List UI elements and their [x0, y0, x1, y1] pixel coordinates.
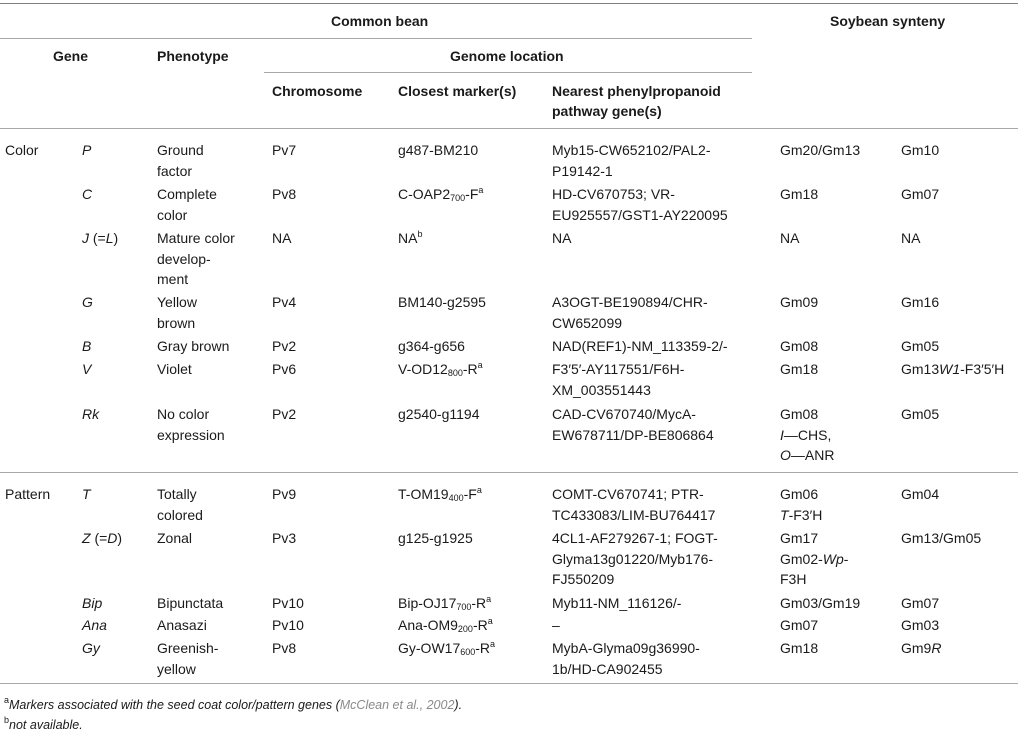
chromosome-cell: Pv7	[272, 142, 297, 158]
phenotype-cell: Mature color develop- ment	[157, 230, 235, 287]
soybean-cell-2: Gm9R	[901, 640, 942, 656]
top-rule	[0, 3, 1018, 4]
phenotype-cell: Greenish- yellow	[157, 640, 219, 677]
soybean-cell-1: Gm17 Gm02-Wp- F3H	[780, 530, 849, 587]
soybean-cell-2: NA	[901, 230, 921, 246]
soybean-cell-1: Gm18	[780, 640, 819, 656]
nearest-gene-cell: A3OGT-BE190894/CHR- CW652099	[552, 294, 708, 331]
nearest-gene-cell: Myb15-CW652102/PAL2- P19142-1	[552, 142, 711, 179]
gene-cell: C	[82, 186, 93, 202]
marker-cell: $V-OD12_{800}-R^a$	[398, 360, 483, 378]
soybean-cell-2: Gm07	[901, 595, 940, 611]
phenotype-cell: Totally colored	[157, 486, 203, 523]
chromosome-cell: Pv2	[272, 406, 297, 422]
soybean-cell-2: Gm10	[901, 142, 940, 158]
marker-cell: g487-BM210	[398, 142, 479, 158]
header-closest-markers: Closest marker(s)	[398, 83, 517, 99]
header-nearest-gene-line2: pathway gene(s)	[552, 103, 662, 119]
soybean-cell-1: Gm09	[780, 294, 819, 310]
soybean-cell-2: Gm04	[901, 486, 940, 502]
gene-cell: P	[82, 142, 92, 158]
gene-cell: Gy	[82, 640, 100, 656]
gene-cell: T	[82, 486, 91, 502]
chromosome-cell: Pv10	[272, 595, 304, 611]
chromosome-cell: Pv8	[272, 640, 297, 656]
header-common-bean: Common bean	[331, 13, 429, 29]
marker-cell: $C-OAP2_{700}-F^a$	[398, 185, 484, 203]
nearest-gene-cell: HD-CV670753; VR- EU925557/GST1-AY220095	[552, 186, 728, 223]
marker-cell: $NA^b$	[398, 229, 423, 246]
marker-cell: Bip-$OJ17_{700}-R^a$	[398, 594, 492, 612]
phenotype-cell: Zonal	[157, 530, 193, 546]
gene-cell: Rk	[82, 406, 100, 422]
gene-cell: B	[82, 338, 92, 354]
soybean-cell-1: Gm20/Gm13	[780, 142, 861, 158]
nearest-gene-cell: COMT-CV670741; PTR- TC433083/LIM-BU764417	[552, 486, 716, 523]
soybean-cell-1: Gm18	[780, 186, 819, 202]
group-label-pattern: Pattern	[5, 486, 51, 502]
header-bottom-rule	[0, 128, 1018, 129]
marker-cell: g364-g656	[398, 338, 465, 354]
soybean-cell-2: Gm05	[901, 338, 940, 354]
phenotype-cell: Gray brown	[157, 338, 230, 354]
table-bottom-rule	[0, 683, 1018, 684]
chromosome-cell: Pv4	[272, 294, 297, 310]
footnote-citation-link[interactable]: McClean et al., 2002	[339, 698, 455, 712]
chromosome-cell: NA	[272, 230, 292, 246]
chromosome-cell: Pv10	[272, 617, 304, 633]
gene-cell: Ana	[82, 617, 107, 633]
rule-under-genome-location	[264, 72, 752, 73]
chromosome-cell: Pv3	[272, 530, 297, 546]
nearest-gene-cell: CAD-CV670740/MycA- EW678711/DP-BE806864	[552, 406, 714, 443]
marker-cell: g2540-g1194	[398, 406, 480, 422]
soybean-cell-2: Gm07	[901, 186, 940, 202]
header-nearest-gene-line1: Nearest phenylpropanoid	[552, 83, 721, 99]
phenotype-cell: Bipunctata	[157, 595, 224, 611]
nearest-gene-cell: 4CL1-AF279267-1; FOGT- Glyma13g01220/Myb176- FJ550209	[552, 530, 718, 587]
soybean-cell-1: Gm06 T-F3′H	[780, 486, 823, 523]
soybean-cell-1: Gm08	[780, 338, 819, 354]
footnote-a-mark: a	[4, 695, 10, 705]
soybean-cell-1: Gm18	[780, 361, 819, 377]
phenotype-cell: Complete color	[157, 186, 217, 223]
group-label-color: Color	[5, 142, 39, 158]
header-nearest-gene	[552, 81, 721, 121]
nearest-gene-cell: NAD(REF1)-NM_113359-2/-	[552, 338, 728, 354]
footnote-a: $^a$Markers associated with the seed coat color/pattern genes (McClean et al., 2002).	[4, 695, 463, 712]
nearest-gene-cell: NA	[552, 230, 572, 246]
soybean-cell-2: Gm03	[901, 617, 940, 633]
chromosome-cell: Pv6	[272, 361, 297, 377]
footnote-b: $^b$not available.	[4, 715, 83, 732]
soybean-cell-2: Gm13/Gm05	[901, 530, 982, 546]
header-phenotype: Phenotype	[157, 48, 229, 64]
gene-cell: J (=L)	[82, 230, 119, 246]
gene-cell: V	[82, 361, 92, 377]
header-soybean-synteny: Soybean synteny	[830, 13, 946, 29]
phenotype-cell: Violet	[157, 361, 192, 377]
gene-cell: Z (=D)	[82, 530, 123, 546]
header-gene: Gene	[53, 48, 89, 64]
phenotype-cell: Anasazi	[157, 617, 207, 633]
phenotype-cell: Yellow brown	[157, 294, 197, 331]
marker-cell: g125-g1925	[398, 530, 473, 546]
marker-cell: BM140-g2595	[398, 294, 486, 310]
chromosome-cell: Pv8	[272, 186, 297, 202]
soybean-cell-1: Gm07	[780, 617, 819, 633]
marker-cell: $T-OM19_{400}-F^a$	[398, 485, 482, 503]
group-divider-rule	[0, 472, 1018, 473]
soybean-cell-1: NA	[780, 230, 800, 246]
marker-cell: Ana-$OM9_{200}-R^a$	[398, 616, 493, 634]
soybean-cell-2: Gm05	[901, 406, 940, 422]
phenotype-cell: Ground factor	[157, 142, 204, 179]
nearest-gene-cell: Myb11-NM_116126/-	[552, 595, 682, 611]
soybean-cell-1: Gm08 I—CHS, O—ANR	[780, 406, 835, 463]
nearest-gene-cell: –	[552, 617, 560, 633]
soybean-cell-2: Gm13W1-F3′5′H	[901, 361, 1005, 377]
phenotype-cell: No color expression	[157, 406, 225, 443]
gene-cell: G	[82, 294, 93, 310]
header-genome-location: Genome location	[450, 48, 564, 64]
chromosome-cell: Pv2	[272, 338, 297, 354]
chromosome-cell: Pv9	[272, 486, 297, 502]
footnote-b-mark: b	[4, 715, 10, 725]
marker-cell: $Gy-OW17_{600}-R^a$	[398, 639, 496, 657]
soybean-cell-1: Gm03/Gm19	[780, 595, 861, 611]
soybean-cell-2: Gm16	[901, 294, 940, 310]
nearest-gene-cell: F3′5′-AY117551/F6H- XM_003551443	[552, 361, 685, 398]
header-chromosome: Chromosome	[272, 83, 363, 99]
rule-under-common-bean	[0, 38, 752, 39]
nearest-gene-cell: MybA-Glyma09g36990- 1b/HD-CA902455	[552, 640, 700, 677]
gene-cell: Bip	[82, 595, 103, 611]
